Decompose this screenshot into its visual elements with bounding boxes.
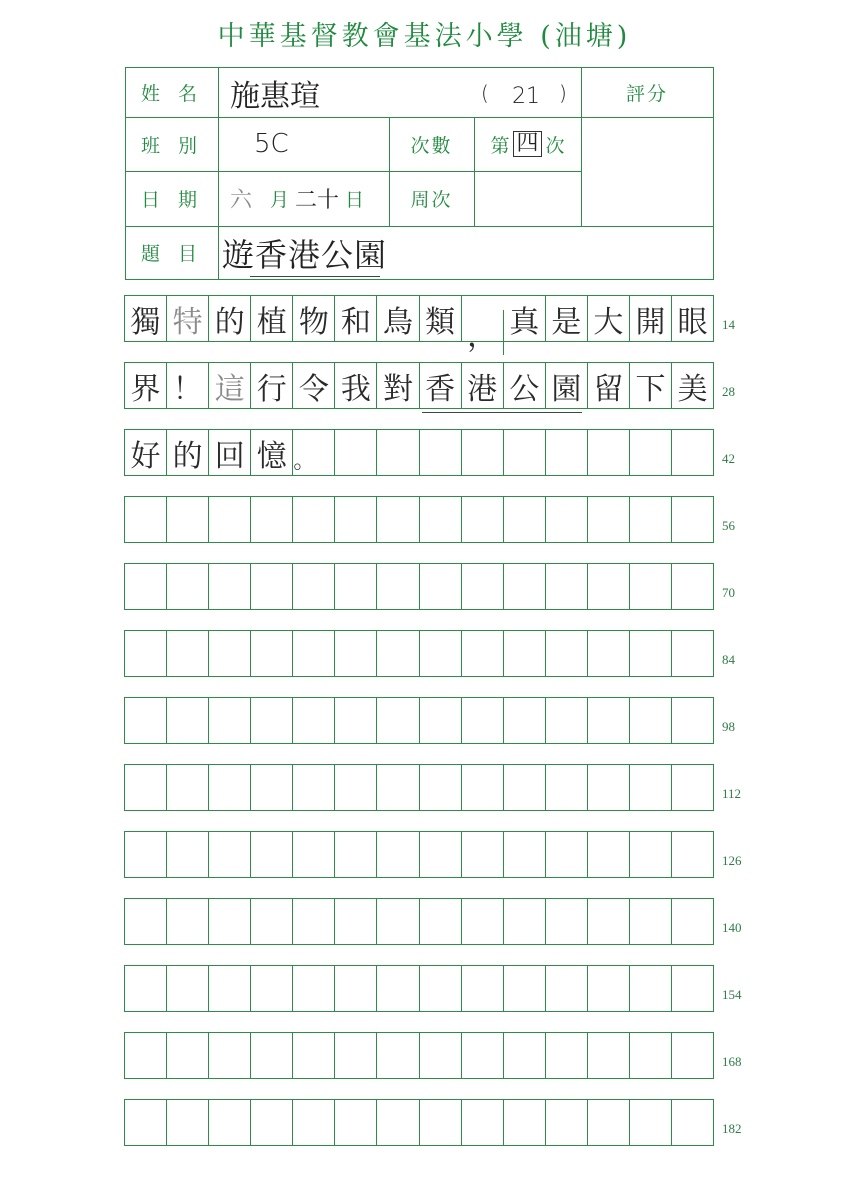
grid-cell[interactable] — [335, 832, 377, 877]
line-number: 56 — [722, 518, 735, 533]
grid-cell[interactable]: 憶 — [251, 430, 293, 475]
grid-row — [124, 630, 714, 677]
grid-cell[interactable]: 大 — [588, 296, 630, 341]
grid-cell[interactable] — [588, 765, 630, 810]
line-number: 168 — [722, 1054, 742, 1069]
attempt-suffix: 次 — [545, 134, 565, 157]
grid-cell[interactable] — [546, 497, 588, 542]
month-unit-label: 月 — [270, 189, 290, 211]
grid-cell[interactable]: 真 — [504, 296, 546, 341]
grid-cell[interactable] — [377, 698, 419, 743]
grid-cell[interactable]: 這 — [209, 363, 251, 408]
grid-row — [124, 1099, 714, 1146]
grid-cell[interactable] — [588, 899, 630, 944]
week-field[interactable] — [474, 171, 581, 226]
grid-cell[interactable] — [167, 631, 209, 676]
grid-cell[interactable] — [630, 698, 672, 743]
grid-cell[interactable] — [251, 1100, 293, 1145]
grid-cell[interactable]: 鳥 — [377, 296, 419, 341]
grid-cell[interactable] — [167, 698, 209, 743]
grid-cell[interactable] — [546, 765, 588, 810]
date-cell — [230, 171, 389, 226]
grid-cell[interactable] — [546, 564, 588, 609]
grid-cell[interactable] — [293, 765, 335, 810]
grid-cell[interactable]: 美 — [677, 371, 708, 407]
divider — [218, 68, 219, 279]
line-number: 140 — [722, 920, 742, 935]
grid-cell[interactable] — [209, 564, 251, 609]
grid-cell[interactable] — [167, 966, 209, 1011]
grid-cell[interactable] — [209, 765, 251, 810]
grid-cell[interactable] — [504, 1100, 546, 1145]
grid-cell[interactable] — [588, 1033, 630, 1078]
topic-underline — [250, 276, 380, 277]
grid-cell[interactable] — [504, 631, 546, 676]
grid-cell[interactable] — [588, 966, 630, 1011]
line-number: 182 — [722, 1121, 742, 1136]
grid-cell[interactable] — [377, 497, 419, 542]
grid-cell[interactable] — [125, 966, 167, 1011]
grid-cell[interactable] — [546, 1100, 588, 1145]
grid-cell[interactable] — [630, 631, 672, 676]
grid-row — [124, 831, 714, 878]
topic-label: 題 目 — [140, 243, 204, 265]
grid-cell[interactable] — [377, 1100, 419, 1145]
grid-cell[interactable]: 和 — [335, 296, 377, 341]
grid-cell[interactable] — [125, 497, 167, 542]
grid-row — [124, 563, 714, 610]
attempt-prefix: 第 — [490, 134, 510, 157]
name-label: 姓 名 — [140, 83, 204, 105]
date-label: 日 期 — [140, 189, 204, 211]
grid-row — [124, 898, 714, 945]
info-table — [125, 67, 714, 280]
grid-cell[interactable] — [588, 430, 630, 475]
grid-row — [124, 496, 714, 543]
grid-cell[interactable] — [167, 1033, 209, 1078]
grid-cell[interactable] — [462, 832, 504, 877]
grid-cell[interactable] — [588, 564, 630, 609]
grid-cell[interactable] — [251, 631, 293, 676]
grid-cell[interactable]: 類 — [420, 296, 462, 341]
grid-cell[interactable] — [504, 966, 546, 1011]
grid-cell[interactable] — [588, 832, 630, 877]
grid-cell[interactable] — [462, 564, 504, 609]
week-label: 周次 — [410, 189, 453, 211]
grid-cell[interactable] — [672, 497, 713, 542]
grid-cell[interactable] — [335, 698, 377, 743]
grid-cell[interactable] — [335, 899, 377, 944]
grid-cell[interactable] — [209, 698, 251, 743]
line-number: 98 — [722, 719, 735, 734]
grid-cell[interactable] — [420, 832, 462, 877]
grid-cell[interactable]: 香 — [420, 363, 462, 408]
grid-cell[interactable] — [546, 1033, 588, 1078]
grid-cell[interactable] — [420, 966, 462, 1011]
grid-cell[interactable]: 是 — [546, 296, 588, 341]
proper-noun-underline — [422, 412, 582, 413]
class-number-close: ) — [559, 80, 567, 105]
attempt-cell — [474, 117, 581, 171]
grid-cell[interactable] — [420, 430, 462, 475]
grid-cell[interactable] — [630, 832, 672, 877]
grid-cell[interactable] — [125, 899, 167, 944]
grid-cell[interactable] — [672, 631, 713, 676]
grid-cell[interactable]: 港 — [462, 363, 504, 408]
attempt-label: 次數 — [410, 134, 453, 157]
grid-cell[interactable]: 園 — [546, 363, 588, 408]
grid-cell[interactable]: 好 — [125, 430, 167, 475]
grid-cell[interactable]: 眼 — [677, 304, 708, 340]
grid-cell[interactable] — [377, 966, 419, 1011]
grid-cell[interactable] — [167, 1100, 209, 1145]
grid-cell[interactable] — [672, 899, 713, 944]
grid-cell[interactable] — [251, 698, 293, 743]
grid-cell[interactable] — [504, 430, 546, 475]
grid-cell[interactable] — [630, 564, 672, 609]
grid-cell[interactable]: 物 — [293, 296, 335, 341]
date-month-field[interactable]: 六 — [230, 188, 253, 213]
grid-cell[interactable] — [293, 1100, 335, 1145]
grid-cell[interactable]: 留 — [588, 363, 630, 408]
grid-cell[interactable]: 公 — [504, 363, 546, 408]
grid-cell[interactable] — [672, 430, 713, 475]
grid-cell[interactable] — [377, 430, 419, 475]
grid-cell[interactable] — [377, 832, 419, 877]
grid-cell[interactable] — [504, 765, 546, 810]
grid-cell[interactable] — [125, 1100, 167, 1145]
line-number: 154 — [722, 987, 742, 1002]
grid-cell[interactable]: 對 — [377, 363, 419, 408]
line-number: 84 — [722, 652, 735, 667]
grid-cell[interactable] — [251, 899, 293, 944]
class-number-open: ( — [481, 80, 489, 105]
grid-cell[interactable]: 獨 — [125, 296, 167, 341]
grid-cell[interactable]: 植 — [251, 296, 293, 341]
grid-cell[interactable] — [293, 631, 335, 676]
grid-cell[interactable] — [588, 698, 630, 743]
grid-cell[interactable] — [251, 765, 293, 810]
grid-cell[interactable] — [167, 832, 209, 877]
grid-cell[interactable] — [420, 1033, 462, 1078]
line-number: 126 — [722, 853, 742, 868]
grid-cell[interactable] — [251, 564, 293, 609]
grid-cell[interactable]: 的 — [167, 430, 209, 475]
grid-cell[interactable] — [462, 1033, 504, 1078]
grid-cell[interactable] — [420, 564, 462, 609]
grid-cell[interactable] — [546, 832, 588, 877]
grid-cell[interactable] — [125, 564, 167, 609]
grid-cell[interactable] — [546, 966, 588, 1011]
grid-cell[interactable] — [167, 899, 209, 944]
grid-cell[interactable] — [335, 430, 377, 475]
grid-cell[interactable] — [335, 765, 377, 810]
grid-cell[interactable] — [420, 698, 462, 743]
grid-row — [124, 362, 714, 409]
grid-cell[interactable] — [251, 966, 293, 1011]
grid-cell[interactable] — [672, 564, 713, 609]
grid-cell[interactable] — [630, 899, 672, 944]
grid-cell[interactable] — [546, 899, 588, 944]
grid-cell[interactable] — [630, 1100, 672, 1145]
grid-cell[interactable]: 特 — [167, 296, 209, 341]
grid-cell[interactable] — [377, 1033, 419, 1078]
grid-cell[interactable]: ！ — [167, 363, 209, 408]
line-number: 70 — [722, 585, 735, 600]
grid-cell[interactable] — [125, 631, 167, 676]
grid-cell[interactable] — [209, 631, 251, 676]
grid-cell[interactable] — [630, 497, 672, 542]
grid-cell[interactable] — [672, 1033, 713, 1078]
grid-cell[interactable] — [504, 832, 546, 877]
day-unit-label: 日 — [345, 189, 365, 211]
grid-cell[interactable] — [630, 966, 672, 1011]
grid-cell[interactable] — [335, 966, 377, 1011]
grid-cell[interactable] — [420, 765, 462, 810]
grid-cell[interactable] — [377, 899, 419, 944]
grid-cell[interactable]: 。 — [293, 430, 335, 475]
grid-cell[interactable] — [588, 631, 630, 676]
grid-cell[interactable] — [125, 698, 167, 743]
grid-row — [124, 965, 714, 1012]
grid-cell[interactable] — [672, 832, 713, 877]
grid-cell[interactable]: 界 — [125, 363, 167, 408]
grid-cell[interactable] — [504, 698, 546, 743]
grid-cell[interactable]: 我 — [335, 363, 377, 408]
grid-cell[interactable] — [504, 899, 546, 944]
score-label: 評分 — [625, 83, 668, 105]
grid-row — [124, 764, 714, 811]
grid-cell[interactable]: ， — [462, 310, 504, 355]
grid-cell[interactable] — [209, 1100, 251, 1145]
grid-cell[interactable] — [504, 497, 546, 542]
score-field[interactable] — [581, 117, 713, 226]
grid-cell[interactable] — [335, 1033, 377, 1078]
grid-cell[interactable] — [462, 899, 504, 944]
grid-cell[interactable] — [420, 899, 462, 944]
line-number: 112 — [722, 786, 742, 801]
grid-cell[interactable] — [125, 765, 167, 810]
grid-row — [124, 1032, 714, 1079]
grid-cell[interactable] — [546, 631, 588, 676]
grid-cell[interactable] — [293, 832, 335, 877]
grid-cell[interactable] — [462, 966, 504, 1011]
grid-cell[interactable] — [125, 1033, 167, 1078]
line-number: 14 — [722, 317, 735, 332]
grid-cell[interactable] — [167, 497, 209, 542]
grid-cell[interactable] — [251, 1033, 293, 1078]
grid-cell[interactable] — [420, 1100, 462, 1145]
class-label: 班 別 — [140, 134, 204, 157]
line-number: 42 — [722, 451, 735, 466]
grid-cell[interactable] — [293, 899, 335, 944]
attempt-field[interactable]: 四 — [513, 131, 541, 157]
grid-cell[interactable] — [462, 430, 504, 475]
grid-cell[interactable] — [462, 497, 504, 542]
grid-cell[interactable] — [420, 497, 462, 542]
grid-cell[interactable] — [293, 1033, 335, 1078]
grid-cell[interactable] — [335, 1100, 377, 1145]
grid-cell[interactable] — [209, 966, 251, 1011]
grid-cell[interactable] — [630, 1033, 672, 1078]
grid-cell[interactable] — [335, 497, 377, 542]
grid-cell[interactable] — [293, 497, 335, 542]
grid-cell[interactable] — [209, 899, 251, 944]
grid-cell[interactable] — [125, 832, 167, 877]
grid-row — [124, 295, 714, 354]
grid-cell[interactable] — [630, 765, 672, 810]
grid-cell[interactable] — [251, 832, 293, 877]
grid-cell[interactable] — [377, 564, 419, 609]
class-number-field[interactable]: 21 — [512, 84, 540, 109]
grid-cell[interactable] — [293, 564, 335, 609]
grid-cell[interactable] — [377, 631, 419, 676]
grid-cell[interactable] — [588, 1100, 630, 1145]
grid-cell[interactable]: 回 — [209, 430, 251, 475]
grid-row — [124, 697, 714, 744]
grid-cell[interactable] — [293, 698, 335, 743]
grid-cell[interactable] — [504, 1033, 546, 1078]
grid-cell[interactable] — [462, 765, 504, 810]
grid-cell[interactable] — [546, 698, 588, 743]
grid-cell[interactable] — [209, 497, 251, 542]
grid-cell[interactable] — [672, 698, 713, 743]
grid-cell[interactable] — [630, 430, 672, 475]
grid-row — [124, 429, 714, 476]
grid-cell[interactable] — [420, 631, 462, 676]
grid-cell[interactable] — [209, 832, 251, 877]
line-number: 28 — [722, 384, 735, 399]
grid-cell[interactable] — [167, 765, 209, 810]
grid-cell[interactable] — [672, 966, 713, 1011]
grid-cell[interactable] — [672, 1100, 713, 1145]
class-field[interactable]: 5C — [254, 129, 289, 159]
grid-cell[interactable] — [377, 765, 419, 810]
school-title: 中華基督教會基法小學 (油塘) — [217, 21, 632, 52]
grid-cell[interactable] — [504, 564, 546, 609]
grid-cell[interactable] — [167, 564, 209, 609]
grid-cell[interactable] — [293, 966, 335, 1011]
grid-cell[interactable] — [335, 564, 377, 609]
grid-cell[interactable] — [588, 497, 630, 542]
grid-cell[interactable] — [546, 430, 588, 475]
grid-cell[interactable]: 行 — [251, 363, 293, 408]
grid-cell[interactable] — [462, 631, 504, 676]
name-field[interactable]: 施惠瑄 — [230, 78, 320, 114]
grid-cell[interactable] — [462, 1100, 504, 1145]
grid-cell[interactable]: 開 — [630, 296, 672, 341]
date-day-field[interactable]: 二十 — [295, 188, 340, 213]
grid-cell[interactable]: 令 — [293, 363, 335, 408]
topic-field[interactable]: 遊香港公園 — [222, 235, 388, 274]
grid-cell[interactable] — [672, 765, 713, 810]
grid-cell[interactable] — [209, 1033, 251, 1078]
grid-cell[interactable]: 下 — [630, 363, 672, 408]
grid-cell[interactable] — [335, 631, 377, 676]
grid-cell[interactable]: 的 — [209, 296, 251, 341]
grid-cell[interactable] — [462, 698, 504, 743]
grid-cell[interactable] — [251, 497, 293, 542]
